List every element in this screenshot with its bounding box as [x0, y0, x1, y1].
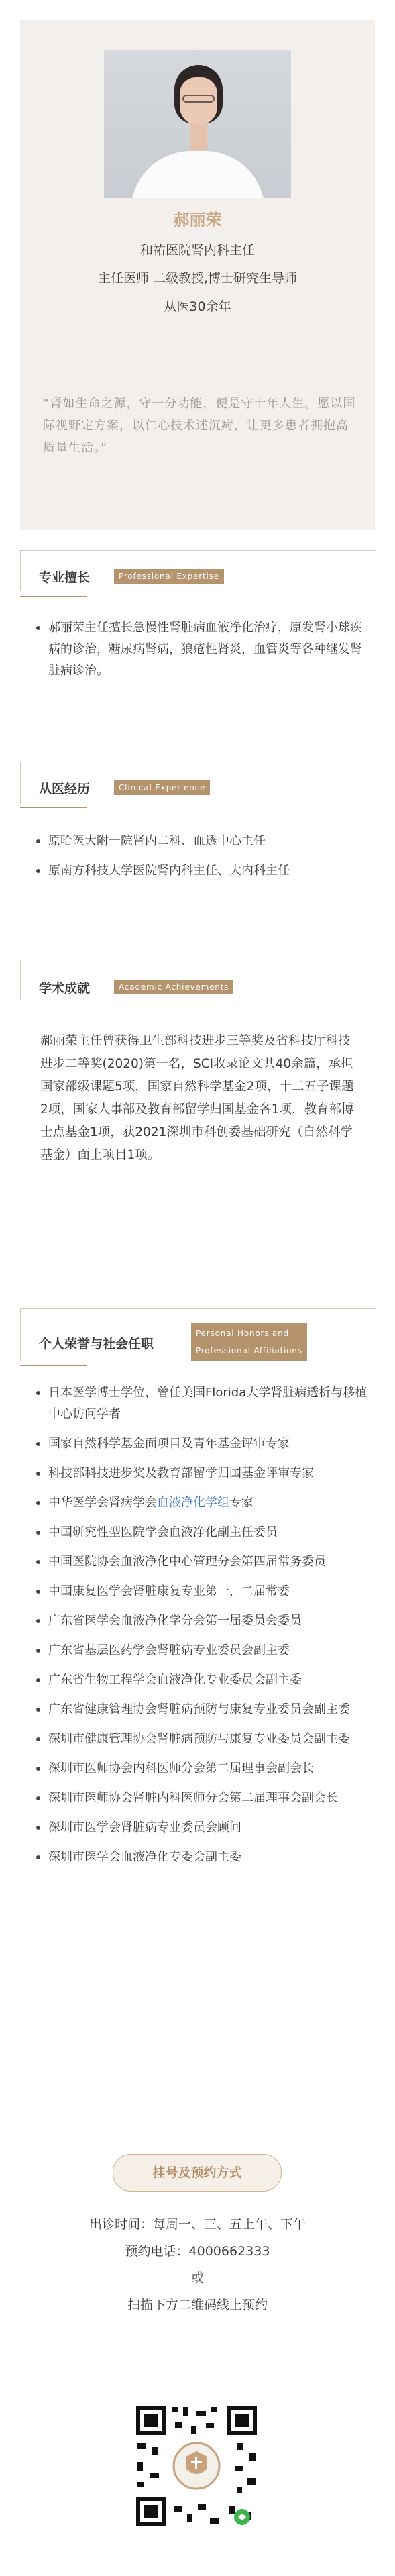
list-item: 广东省医学会血液净化学分会第一届委员会委员: [34, 1610, 372, 1632]
list-item: 科技部科技进步奖及教育部留学归国基金评审专家: [34, 1463, 372, 1484]
academic-text: 郝丽荣主任曾获得卫生部科技进步三等奖及省科技厅科技进步二等奖(2020)第一名，SCI收录论文共40余篇，承担国家部级课题5项，国家自然科学基金2项，十二五子课题2项，国家人事部及教育部留学归国基金各1项，教育部博士点基金1项，获2021深圳市科创委基础研究（自然科学基金）面上项目1项。: [40, 1034, 354, 1162]
list-item: 中国医院协会血液净化中心管理分会第四届常务委员: [34, 1551, 372, 1573]
list-item: 深圳市医师协会肾脏内科医师分会第二届理事会副会长: [34, 1788, 372, 1809]
doctor-position: 主任医师 二级教授,博士研究生导师: [97, 271, 298, 286]
doctor-experience-years: 从医30余年: [164, 299, 231, 314]
list-item: 广东省健康管理协会肾脏病预防与康复专业委员会副主委: [34, 1699, 372, 1720]
photo-white-coat: [131, 151, 265, 198]
section-tag-honors-line1: Personal Honors and: [196, 1329, 289, 1338]
section-tag-specialty: Professional Expertise: [114, 569, 224, 584]
list-item: 广东省基层医药学会肾脏病专业委员会副主委: [34, 1640, 372, 1661]
list-item: 郝丽荣主任擅长急慢性肾脏病血液净化治疗，原发肾小球疾病的诊治，糖尿病肾病，狼疮性肾炎，血管炎等各种继发肾脏病诊治。: [34, 617, 369, 682]
list-item: 深圳市医学会肾脏病专业委员会顾问: [34, 1817, 372, 1839]
doctor-quote: “肾如生命之源，守一分功能，便是守十年人生。愿以国际视野定方案，以仁心技术述沉疴，让更多患者拥抱高质量生活。”: [43, 397, 356, 455]
list-item: 原南方科技大学医院肾内科主任、大内科主任: [34, 860, 369, 882]
section-rule-honors: [20, 1365, 87, 1366]
section-rule-specialty: [20, 596, 87, 597]
appointment-or: 或: [190, 2271, 204, 2285]
section-title-academic: 学术成就: [39, 981, 91, 996]
section-title-experience: 从医经历: [39, 782, 91, 796]
section-title-honors: 个人荣誉与社会任职: [39, 1337, 154, 1351]
section-tag-experience: Clinical Experience: [114, 780, 210, 795]
honors-list: [34, 1382, 372, 1876]
list-item-highlight: 中华医学会肾病学会血液净化学组专家: [34, 1492, 372, 1514]
section-tag-honors-line2: Professional Affiliations: [196, 1346, 302, 1355]
appointment-hours: 出诊时间：每周一、三、五上午、下午: [89, 2217, 306, 2232]
list-item: 日本医学博士学位，曾任美国Florida大学肾脏病透析与移植中心访问学者: [34, 1382, 372, 1425]
specialty-list: [34, 617, 369, 690]
doctor-name: 郝丽荣: [173, 211, 222, 229]
list-item: 中国研究性型医院学会血液净化副主任委员: [34, 1522, 372, 1543]
list-item: 深圳市健康管理协会肾脏病预防与康复专业委员会副主委: [34, 1729, 372, 1750]
list-item: 广东省生物工程学会血液净化专业委员会副主委: [34, 1669, 372, 1691]
appointment-phone[interactable]: 预约电话：4000662333: [125, 2244, 270, 2259]
doctor-photo: [104, 50, 291, 198]
booking-qr-code[interactable]: [129, 2399, 264, 2533]
list-item: 原哈医大附一院肾内二科、血透中心主任: [34, 831, 369, 852]
appointment-title-pill: 挂号及预约方式: [113, 2154, 282, 2192]
experience-list: [34, 831, 369, 890]
highlighted-phrase: 血液净化学组: [157, 1496, 229, 1510]
list-item: 中国康复医学会肾脏康复专业第一，二届常委: [34, 1581, 372, 1602]
doctor-department: 和祐医院肾内科主任: [139, 243, 255, 258]
photo-neck: [190, 123, 207, 150]
list-item: 国家自然科学基金面项目及青年基金评审专家: [34, 1433, 372, 1455]
appointment-qr-hint: 扫描下方二维码线上预约: [127, 2298, 268, 2312]
section-title-specialty: 专业擅长: [39, 570, 91, 585]
section-tag-honors: [191, 1323, 307, 1361]
section-tag-academic: Academic Achievements: [114, 980, 233, 994]
photo-glasses: [182, 95, 215, 103]
list-item: 深圳市医师协会内科医师分会第二届理事会副会长: [34, 1758, 372, 1780]
list-item: 深圳市医学会血液净化专委会副主委: [34, 1847, 372, 1868]
section-rule-experience: [20, 807, 87, 808]
